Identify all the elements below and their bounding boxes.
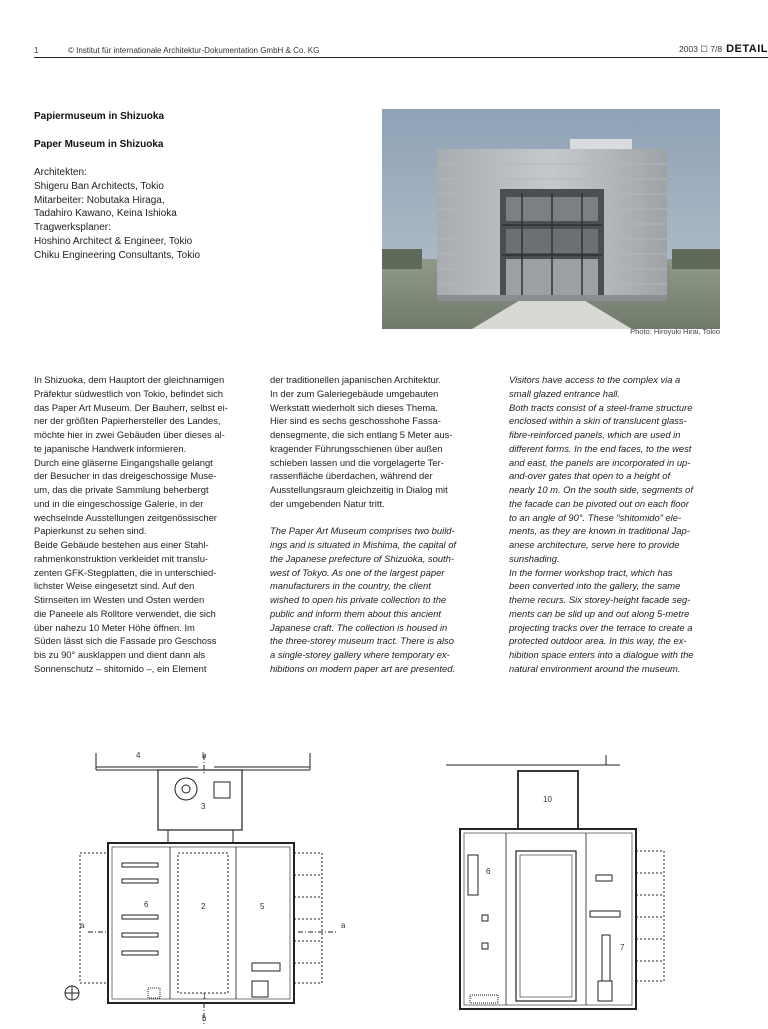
building-photo [382, 109, 720, 329]
text-line: der Besucher in das dreigeschossige Muse- [34, 470, 217, 482]
text-line: different forms. In the end faces, to the west [509, 442, 692, 454]
text-line: In der zum Galeriegebäude umgebauten [270, 387, 439, 399]
text-line: der traditionellen japanischen Architektur. [270, 374, 441, 385]
plan-label: 6 [486, 867, 491, 876]
text-line: schieben lassen und die vorgelagerte Ter- [270, 456, 444, 468]
text-line: wished to open his private collection to the [270, 594, 447, 605]
header-rule [34, 57, 768, 58]
text-line: ings and is situated in Mishima, the capital of [270, 539, 457, 550]
text-line: anese architecture, serve here to provide [509, 539, 680, 550]
text-line: sunshading. [509, 552, 560, 564]
text-line: the three-storey museum tract. There is also [270, 635, 454, 647]
text-line: kragender Führungsschienen über außen [270, 442, 443, 454]
text-line: Visitors have access to the complex via a [509, 374, 681, 385]
text-line: Werkstatt wiederholt sich dieses Thema. [270, 401, 438, 413]
text-line: Süden lässt sich die Fassade pro Geschoss [34, 635, 217, 647]
plan-label: 4 [136, 751, 141, 760]
text-line: hibitions on modern paper art are presented. [270, 662, 456, 674]
text-line: wechselnde Ausstellungen zeitgenössischer [34, 511, 217, 523]
text-line: fibre-reinforced panels, which are used in [509, 429, 681, 440]
text-line: densegmente, die sich entlang 5 Meter aus- [270, 429, 453, 440]
text-line: über nahezu 10 Meter Höhe öffnen. Im [34, 621, 195, 633]
text-column-german [34, 373, 254, 676]
plan-label: b [202, 751, 207, 760]
credits-line: Hoshino Architect & Engineer, Tokio [34, 235, 193, 247]
text-line: te japanische Handwerk informieren. [34, 442, 187, 454]
text-line: bis zu 90° ausklappen und dient dann als [34, 649, 206, 660]
plan-label: 2 [201, 902, 206, 911]
text-line: been converted into the gallery, the same [509, 580, 681, 592]
credits-line: Mitarbeiter: Nobutaka Hiraga, [34, 194, 165, 206]
text-line: Stirnseiten im Westen und Osten werden [34, 594, 205, 605]
title-german: Papiermuseum in Shizuoka [34, 111, 165, 122]
text-line: nearly 10 m. On the south side, segments of [509, 484, 693, 495]
text-line: theme recurs. Six storey-height facade seg- [509, 594, 691, 605]
text-line: das Paper Art Museum. Der Bauherr, selbst ei- [34, 401, 228, 413]
text-line: and east, the panels are incorporated in up- [509, 456, 691, 468]
text-line: manufacturers in the country, the client [270, 580, 431, 592]
text-line: Sonnenschutz – shitomido –, ein Element [34, 662, 207, 674]
brand-logo: DETAIL [726, 43, 768, 55]
text-line: natural environment around the museum. [509, 662, 681, 674]
text-line: the Japanese prefecture of Shizuoka, south- [270, 552, 454, 564]
plan-label: 5 [260, 902, 265, 911]
text-line: ments, as they are known in traditional Jap- [509, 525, 690, 537]
issue-number: 2003 ☐ 7/8 [679, 44, 723, 54]
text-line: enclosed within a skin of translucent glass- [509, 415, 687, 427]
text-line: ner der größten Papierhersteller des Landes, [34, 415, 221, 427]
text-line: lichster Weise eingesetzt sind. Auf den [34, 580, 195, 592]
plan-label: 7 [620, 943, 625, 952]
plan-label: a [80, 921, 85, 930]
plan-label: b [202, 1014, 207, 1023]
credits-line: Shigeru Ban Architects, Tokio [34, 180, 164, 192]
text-line: Japanese craft. The collection is housed in [270, 621, 448, 633]
text-line: Both tracts consist of a steel-frame structure [509, 401, 693, 413]
text-line: rassenfläche überdachen, während der [270, 470, 433, 482]
text-line: und in die eingeschossige Galerie, in der [34, 497, 204, 509]
title-english: Paper Museum in Shizuoka [34, 139, 164, 150]
plan-label: 10 [543, 795, 552, 804]
text-line: Hier sind es sechs geschosshohe Fassa- [270, 415, 441, 427]
text-line: Beide Gebäude bestehen aus einer Stahl- [34, 539, 209, 550]
plan-label: 1 [202, 992, 207, 1001]
text-line: rahmenkonstruktion verkleidet mit translu- [34, 552, 209, 564]
page-number: 1 [34, 46, 39, 55]
text-line: Durch eine gläserne Eingangshalle gelangt [34, 456, 213, 468]
text-line: the facade can be pivoted out on each floor [509, 497, 689, 509]
text-line: ments can be slid up and out along 5-metre [509, 607, 690, 619]
text-line: The Paper Art Museum comprises two build- [270, 525, 455, 537]
text-line: small glazed entrance hall. [509, 387, 620, 399]
text-line: um, das die private Sammlung beherbergt [34, 484, 209, 495]
plan-label: 6 [144, 900, 149, 909]
issue-info [608, 43, 768, 55]
text-line: and-over gates that open to a height of [509, 470, 671, 482]
text-line: Papierkunst zu sehen sind. [34, 525, 147, 537]
text-line: Präfektur südwestlich von Tokio, befindet sich [34, 387, 223, 399]
text-line: Ausstellungsraum gleichzeitig in Dialog mit [270, 484, 448, 495]
text-line: projecting tracks over the terrace to create a [509, 621, 693, 633]
text-line: In Shizuoka, dem Hauptort der gleichnamigen [34, 374, 225, 385]
text-column-mixed [270, 373, 490, 676]
text-line: a single-storey gallery where temporary ex- [270, 649, 450, 660]
photo-caption: Photo: Hiroyuki Hirai, Tokio [630, 327, 720, 336]
text-line: public and inform them about this ancient [270, 607, 441, 619]
credits-line: Architekten: [34, 167, 87, 178]
credits-line: Tadahiro Kawano, Keina Ishioka [34, 208, 177, 220]
text-line: möchte hier in zwei Gebäuden über dieses al- [34, 429, 225, 440]
plan-label: a [341, 921, 346, 930]
text-column-english [509, 373, 729, 676]
floor-plan-gallery [440, 755, 670, 1024]
copyright-notice: © Institut für internationale Architektur-Dokumentation GmbH & Co. KG [68, 46, 320, 55]
text-line: to an angle of 90°. These “shitomido” ele- [509, 511, 682, 523]
credits [34, 166, 244, 263]
plan-label: 3 [201, 802, 206, 811]
credits-line: Tragwerksplaner: [34, 222, 111, 234]
text-line: die Paneele als Rolltore verwendet, die sich [34, 607, 216, 619]
floor-plan-museum [58, 745, 358, 1024]
text-line: In the former workshop tract, which has [509, 566, 673, 578]
credits-line: Chiku Engineering Consultants, Tokio [34, 249, 201, 261]
text-line: der umgebenden Natur tritt. [270, 497, 385, 509]
text-line: protected outdoor area. In this way, the ex- [509, 635, 687, 647]
text-line: zenten GFK-Stegplatten, die in unterschied- [34, 566, 217, 578]
text-line: hibition space enters into a dialogue with the [509, 649, 694, 660]
text-line: west of Tokyo. As one of the largest paper [270, 566, 445, 578]
